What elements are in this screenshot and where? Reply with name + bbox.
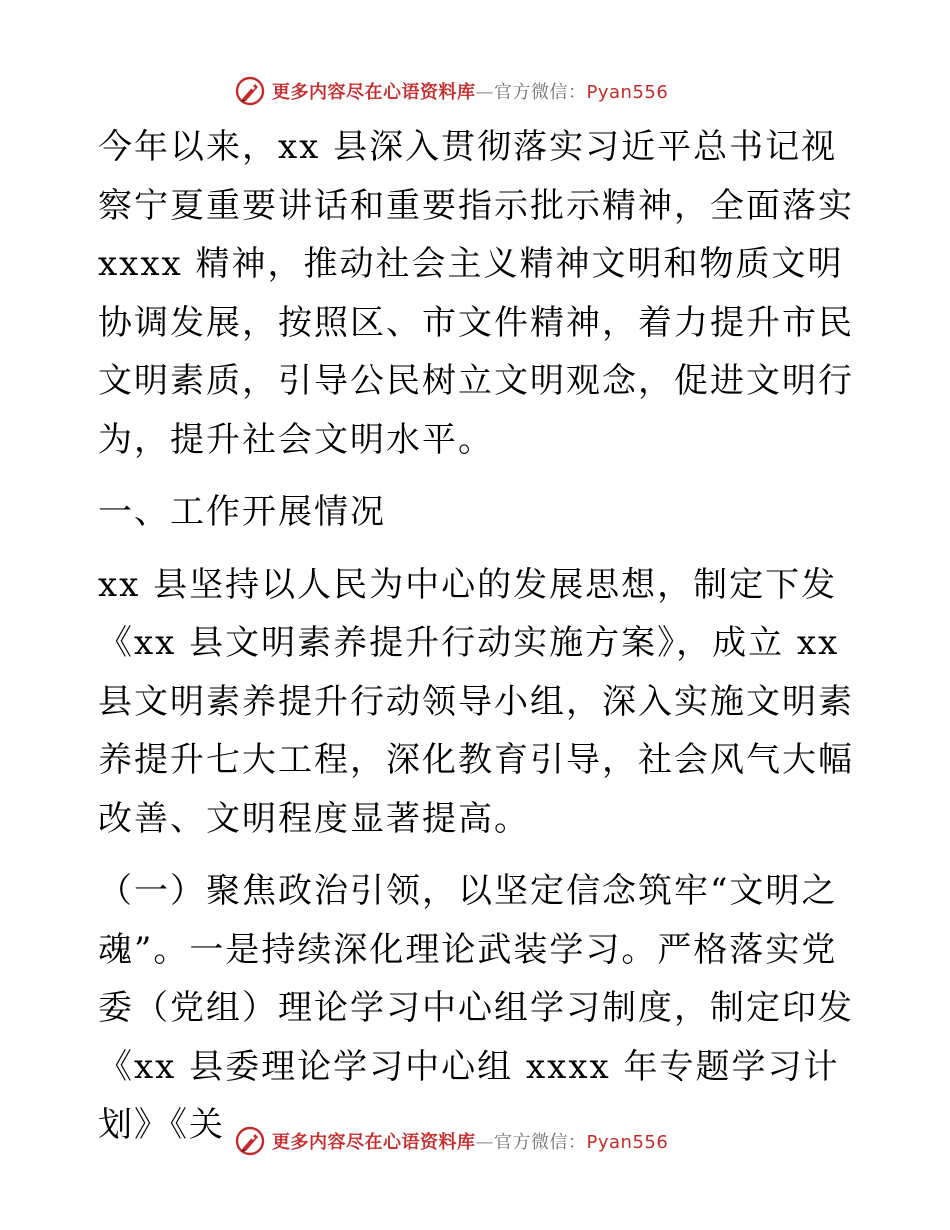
watermark-dash: — <box>475 82 494 103</box>
footer-watermark <box>234 1124 754 1158</box>
paragraph-overview: xx 县坚持以人民为中心的发展思想，制定下发《xx 县文明素养提升行动实施方案》，成立 xx 县文明素养提升行动领导小组，深入实施文明素养提升七大工程，深化教育引导，社会风气大幅改善、文明程度显著提高。 <box>98 564 854 839</box>
watermark-official: 官方微信： <box>494 1132 587 1153</box>
watermark-official: 官方微信： <box>494 82 587 103</box>
watermark-id: Pyan556 <box>586 1132 669 1153</box>
pen-logo-icon <box>234 75 266 107</box>
watermark-dash: — <box>475 1132 494 1153</box>
document-body <box>98 118 858 1155</box>
paragraph-subsection-1: （一）聚焦政治引领，以坚定信念筑牢“文明之魂”。一是持续深化理论武装学习。严格落实党委（党组）理论学习中心组学习制度，制定印发《xx 县委理论学习中心组 xxxx 年专题学习计划》《关 <box>98 871 854 1145</box>
section-heading: 一、工作开展情况 <box>98 492 386 532</box>
paragraph-intro: 今年以来，xx 县深入贯彻落实习近平总书记视察宁夏重要讲话和重要指示批示精神，全面落实 xxxx 精神，推动社会主义精神文明和物质文明协调发展，按照区、市文件精神，着力提升市民文明素质，引导公民树立文明观念，促进文明行为，提升社会文明水平。 <box>98 127 854 460</box>
watermark-brand: 更多内容尽在心语资料库 <box>272 1132 476 1153</box>
watermark-brand: 更多内容尽在心语资料库 <box>272 82 476 103</box>
watermark-id: Pyan556 <box>586 82 669 103</box>
pen-logo-icon <box>234 1125 266 1157</box>
watermark-text <box>272 1128 668 1154</box>
watermark-text <box>272 78 668 104</box>
header-watermark <box>234 74 754 108</box>
